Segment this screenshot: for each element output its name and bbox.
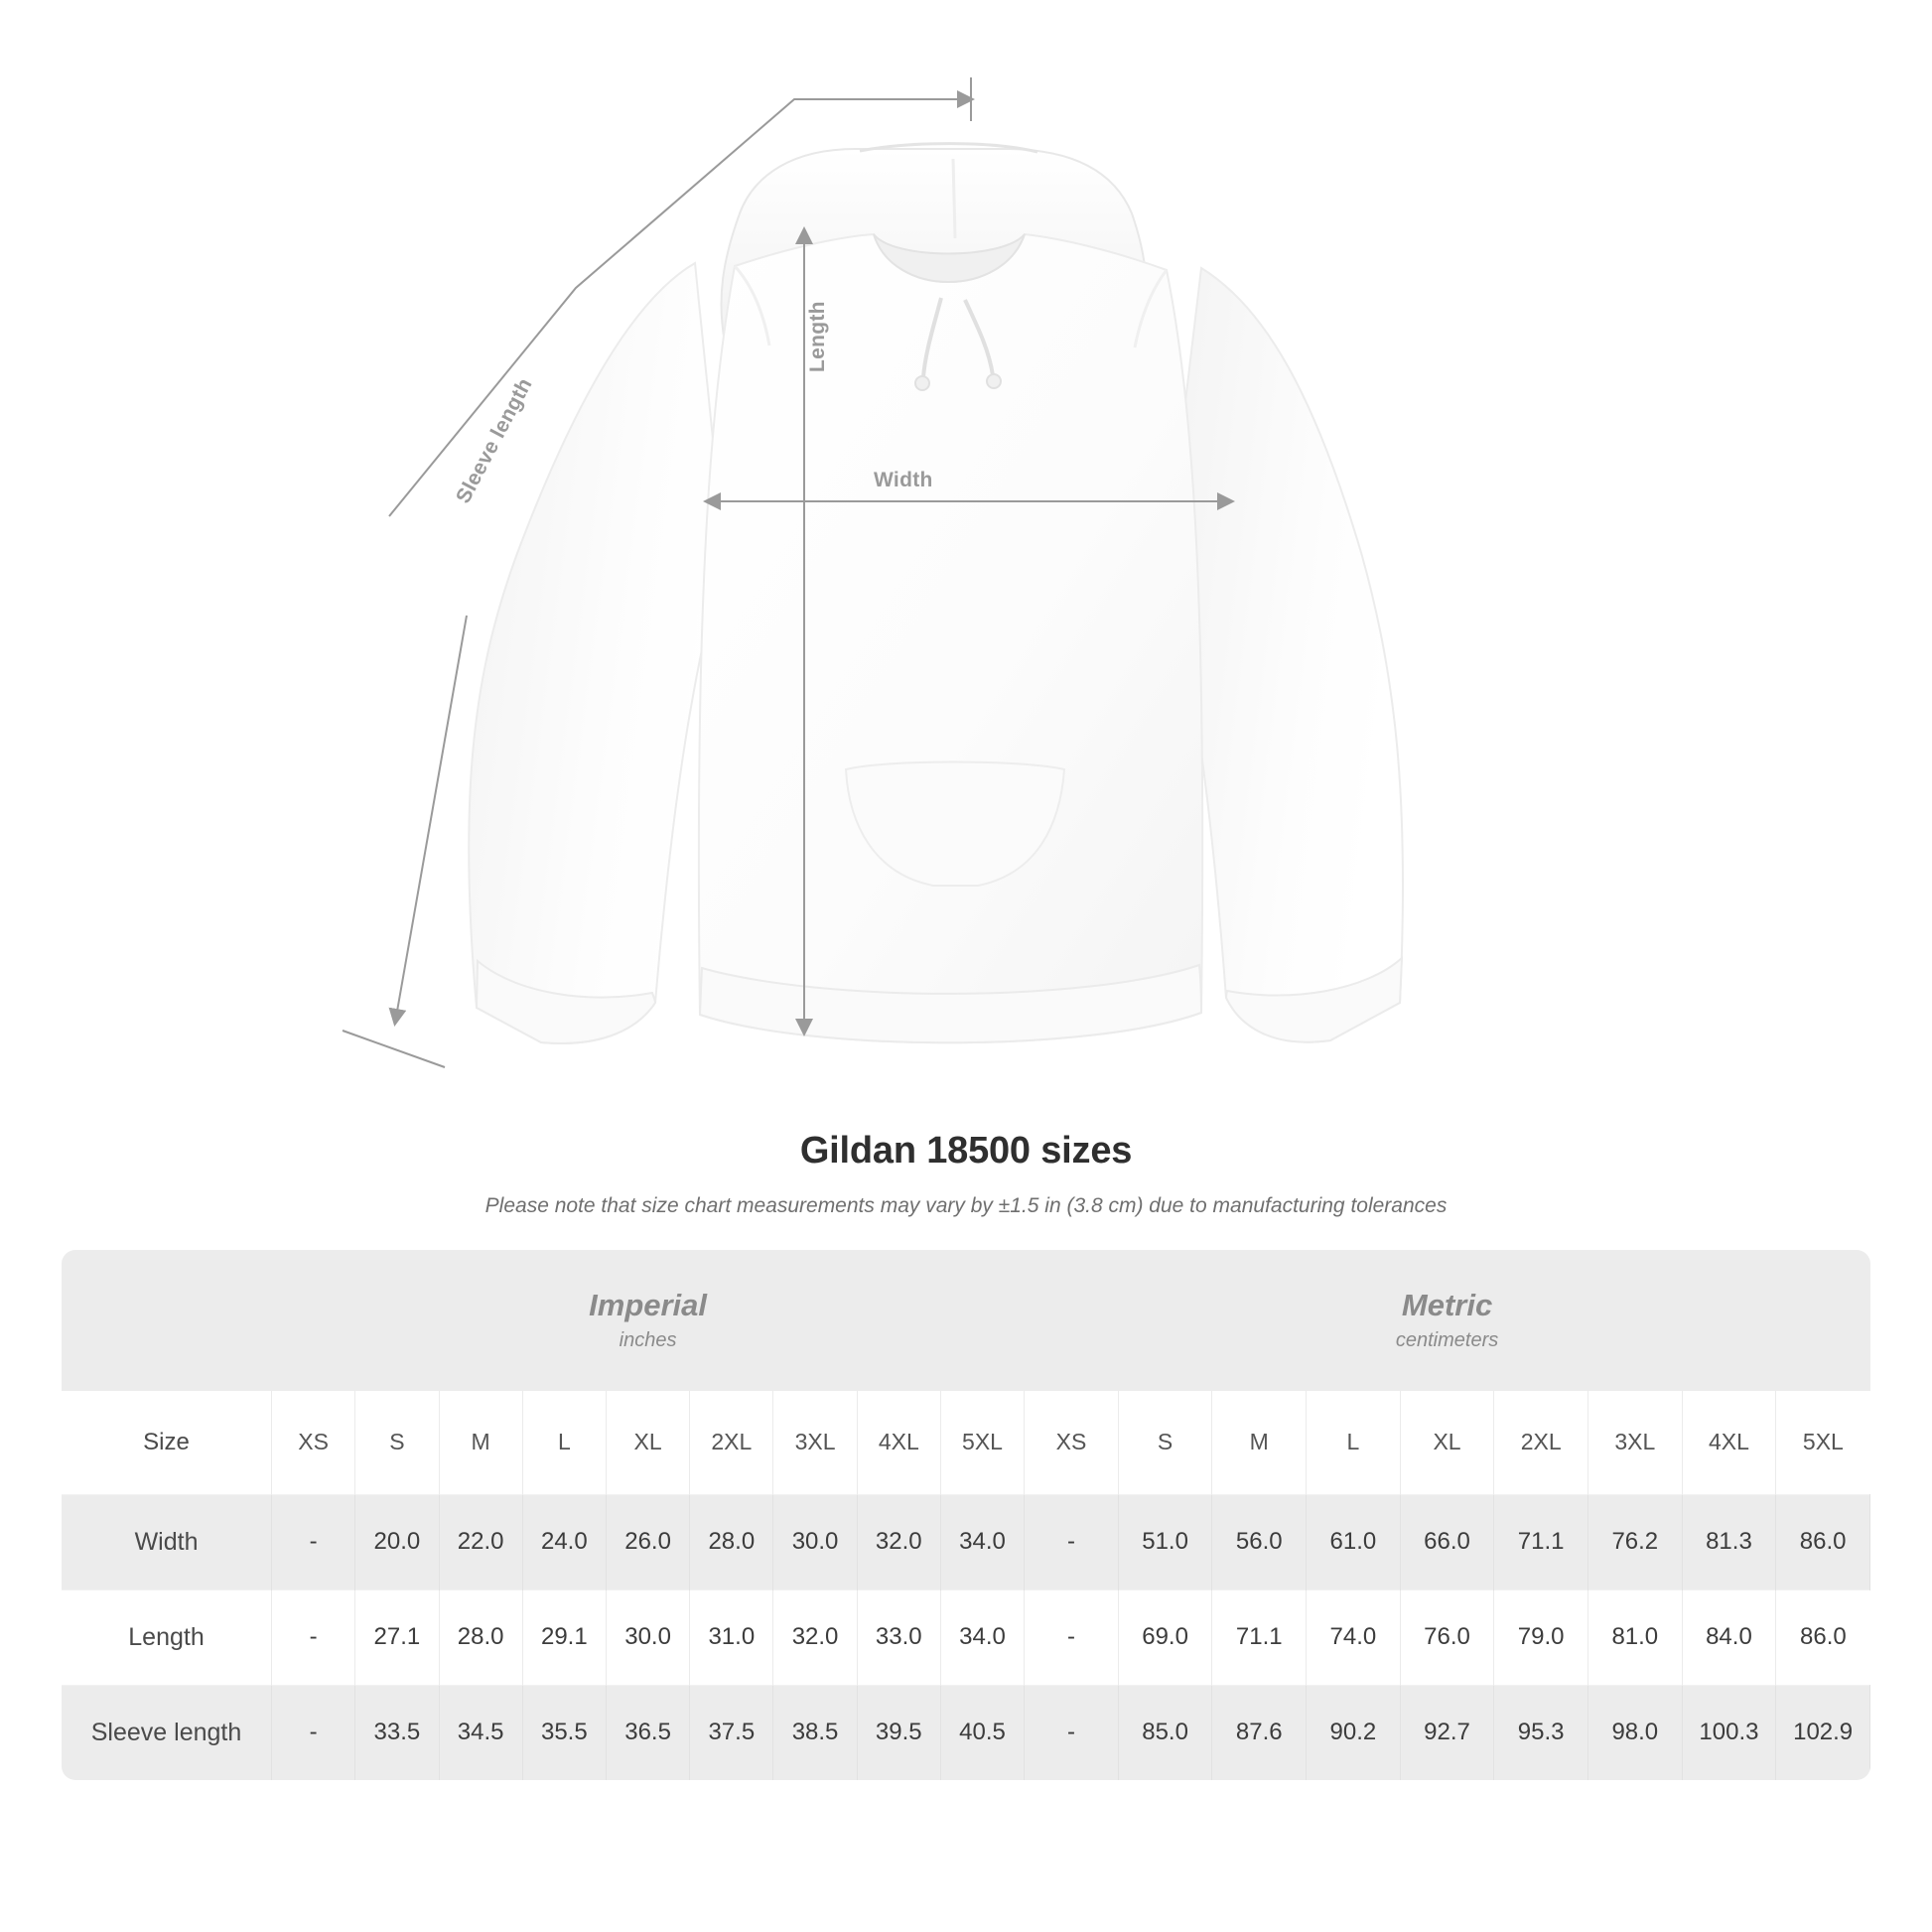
cell-length-imperial-5: 31.0 <box>690 1589 773 1685</box>
size-header-imperial-7: 4XL <box>857 1391 940 1494</box>
cell-length-metric-0: - <box>1025 1589 1119 1685</box>
table-row <box>62 1494 1870 1589</box>
cell-width-metric-6: 76.2 <box>1587 1494 1682 1589</box>
cell-width-imperial-6: 30.0 <box>773 1494 857 1589</box>
size-header-imperial-3: L <box>522 1391 606 1494</box>
size-header-label: Size <box>62 1391 272 1494</box>
cell-sleeve-imperial-2: 34.5 <box>439 1685 522 1780</box>
cell-sleeve-imperial-1: 33.5 <box>355 1685 439 1780</box>
cell-length-metric-4: 76.0 <box>1400 1589 1494 1685</box>
cell-sleeve-imperial-3: 35.5 <box>522 1685 606 1780</box>
cell-width-metric-1: 51.0 <box>1118 1494 1212 1589</box>
size-header-metric-1: S <box>1118 1391 1212 1494</box>
unit-group-metric-sub: centimeters <box>1395 1328 1499 1351</box>
cell-sleeve-metric-6: 98.0 <box>1587 1685 1682 1780</box>
cell-sleeve-metric-8: 102.9 <box>1776 1685 1870 1780</box>
size-header-imperial-5: 2XL <box>690 1391 773 1494</box>
cell-sleeve-metric-2: 87.6 <box>1212 1685 1307 1780</box>
cell-length-imperial-4: 30.0 <box>606 1589 689 1685</box>
size-header-imperial-2: M <box>439 1391 522 1494</box>
width-dimension-label: Width <box>874 469 933 491</box>
row-label-sleeve-length: Sleeve length <box>62 1685 272 1780</box>
cell-length-imperial-6: 32.0 <box>773 1589 857 1685</box>
row-label-width: Width <box>62 1494 272 1589</box>
cell-length-imperial-3: 29.1 <box>522 1589 606 1685</box>
unit-group-row <box>62 1250 1870 1391</box>
size-header-imperial-0: XS <box>272 1391 355 1494</box>
cell-width-imperial-0: - <box>272 1494 355 1589</box>
table-row <box>62 1589 1870 1685</box>
size-header-metric-4: XL <box>1400 1391 1494 1494</box>
cell-width-imperial-1: 20.0 <box>355 1494 439 1589</box>
cell-width-metric-0: - <box>1025 1494 1119 1589</box>
unit-group-metric-name: Metric <box>1401 1288 1493 1323</box>
length-dimension-label: Length <box>806 301 829 372</box>
cell-width-imperial-2: 22.0 <box>439 1494 522 1589</box>
size-header-imperial-6: 3XL <box>773 1391 857 1494</box>
cell-sleeve-imperial-5: 37.5 <box>690 1685 773 1780</box>
size-header-row <box>62 1391 1870 1494</box>
row-label-length: Length <box>62 1589 272 1685</box>
cell-length-imperial-1: 27.1 <box>355 1589 439 1685</box>
cell-length-metric-2: 71.1 <box>1212 1589 1307 1685</box>
cell-width-metric-8: 86.0 <box>1776 1494 1870 1589</box>
sleeve-length-dimension-label: Sleeve length <box>452 374 537 507</box>
tolerance-note: Please note that size chart measurements may vary by ±1.5 in (3.8 cm) due to manufacturing tolerances <box>484 1194 1448 1217</box>
cell-length-metric-1: 69.0 <box>1118 1589 1212 1685</box>
cell-width-metric-5: 71.1 <box>1494 1494 1588 1589</box>
cell-sleeve-imperial-0: - <box>272 1685 355 1780</box>
cell-sleeve-metric-1: 85.0 <box>1118 1685 1212 1780</box>
size-header-metric-7: 4XL <box>1682 1391 1776 1494</box>
size-header-imperial-1: S <box>355 1391 439 1494</box>
cell-width-metric-3: 61.0 <box>1307 1494 1401 1589</box>
size-table <box>62 1250 1870 1780</box>
page-title: Gildan 18500 sizes <box>799 1130 1133 1172</box>
size-table-wrapper <box>62 1250 1870 1780</box>
cell-length-imperial-2: 28.0 <box>439 1589 522 1685</box>
unit-group-imperial-name: Imperial <box>589 1288 708 1323</box>
size-header-metric-8: 5XL <box>1776 1391 1870 1494</box>
cell-length-metric-5: 79.0 <box>1494 1589 1588 1685</box>
unit-group-empty-cell <box>62 1250 272 1391</box>
cell-sleeve-metric-5: 95.3 <box>1494 1685 1588 1780</box>
cell-sleeve-metric-7: 100.3 <box>1682 1685 1776 1780</box>
cell-width-imperial-4: 26.0 <box>606 1494 689 1589</box>
cell-length-metric-8: 86.0 <box>1776 1589 1870 1685</box>
cell-width-imperial-7: 32.0 <box>857 1494 940 1589</box>
size-header-metric-6: 3XL <box>1587 1391 1682 1494</box>
cell-width-imperial-3: 24.0 <box>522 1494 606 1589</box>
size-header-imperial-4: XL <box>606 1391 689 1494</box>
size-header-imperial-8: 5XL <box>940 1391 1024 1494</box>
size-header-metric-0: XS <box>1025 1391 1119 1494</box>
cell-length-imperial-7: 33.0 <box>857 1589 940 1685</box>
cell-sleeve-metric-4: 92.7 <box>1400 1685 1494 1780</box>
cell-length-imperial-0: - <box>272 1589 355 1685</box>
cell-width-metric-7: 81.3 <box>1682 1494 1776 1589</box>
cell-sleeve-imperial-7: 39.5 <box>857 1685 940 1780</box>
cell-sleeve-metric-0: - <box>1025 1685 1119 1780</box>
cell-length-imperial-8: 34.0 <box>940 1589 1024 1685</box>
size-header-metric-3: L <box>1307 1391 1401 1494</box>
table-row <box>62 1685 1870 1780</box>
cell-width-imperial-5: 28.0 <box>690 1494 773 1589</box>
cell-sleeve-imperial-6: 38.5 <box>773 1685 857 1780</box>
cell-width-metric-2: 56.0 <box>1212 1494 1307 1589</box>
title-block <box>0 1130 1932 1218</box>
unit-group-imperial <box>272 1250 1025 1391</box>
hoodie-graphic <box>469 144 1403 1043</box>
cell-sleeve-metric-3: 90.2 <box>1307 1685 1401 1780</box>
cell-width-imperial-8: 34.0 <box>940 1494 1024 1589</box>
size-header-metric-5: 2XL <box>1494 1391 1588 1494</box>
unit-group-metric <box>1025 1250 1870 1391</box>
unit-group-imperial-sub: inches <box>619 1328 677 1351</box>
cell-length-metric-7: 84.0 <box>1682 1589 1776 1685</box>
cell-width-metric-4: 66.0 <box>1400 1494 1494 1589</box>
cell-sleeve-imperial-4: 36.5 <box>606 1685 689 1780</box>
cell-sleeve-imperial-8: 40.5 <box>940 1685 1024 1780</box>
cell-length-metric-3: 74.0 <box>1307 1589 1401 1685</box>
cell-length-metric-6: 81.0 <box>1587 1589 1682 1685</box>
size-header-metric-2: M <box>1212 1391 1307 1494</box>
